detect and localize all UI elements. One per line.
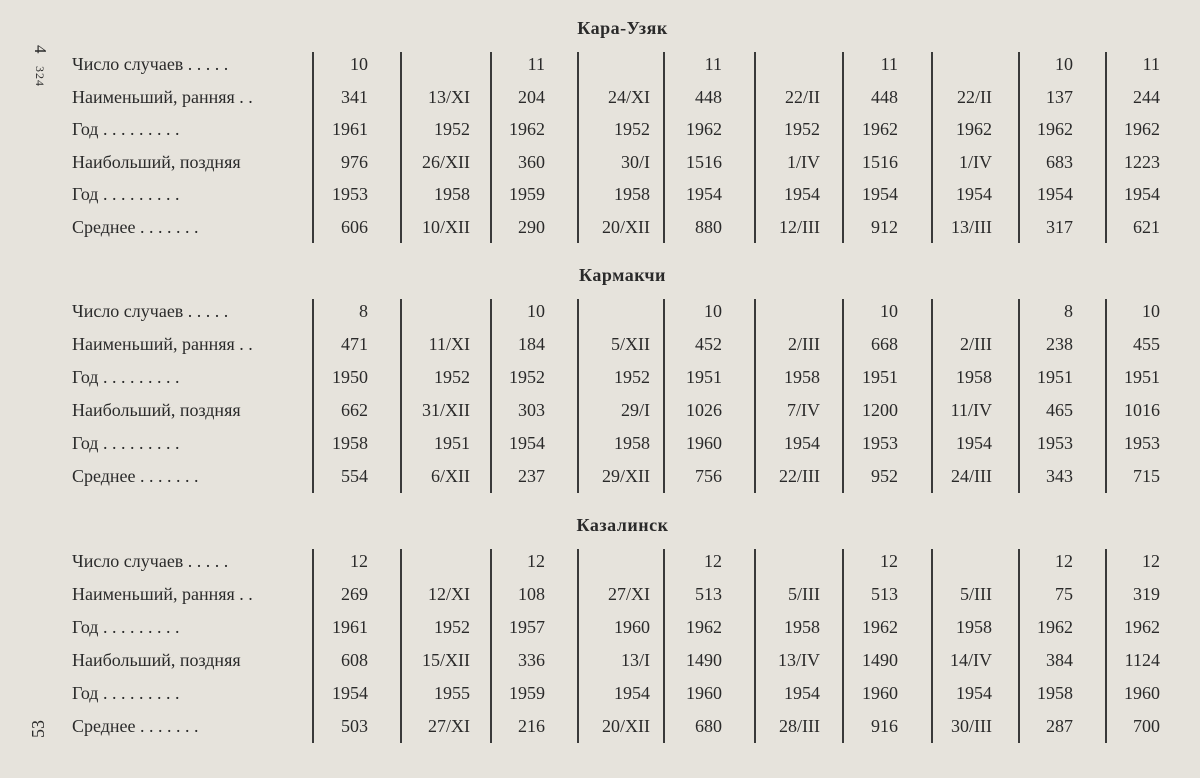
table-cell: 1955 xyxy=(434,683,470,703)
table-row xyxy=(0,677,1200,709)
table-cell: 12 xyxy=(350,551,368,571)
table-cell: 24/XI xyxy=(608,86,650,107)
table-cell: 455 xyxy=(1133,334,1160,354)
table-cell: 1951 xyxy=(434,433,470,453)
table-cell: 13/I xyxy=(621,650,650,670)
table-row xyxy=(0,460,1200,492)
table-cell: 756 xyxy=(695,466,722,486)
table-cell: 8 xyxy=(1064,301,1073,321)
table-cell: 976 xyxy=(341,151,368,172)
table-cell: 1016 xyxy=(1124,400,1160,420)
table-cell: 31/XII xyxy=(422,400,470,420)
table-row xyxy=(0,361,1200,393)
table-cell: 1958 xyxy=(614,184,650,204)
table-cell: 5/III xyxy=(788,584,820,604)
table-cell: 1951 xyxy=(1037,367,1073,387)
table-cell: 1958 xyxy=(784,617,820,637)
table-cell: 1952 xyxy=(434,617,470,637)
table-cell: 341 xyxy=(341,86,368,107)
table-cell: 13/XI xyxy=(428,86,470,107)
row-label: Наибольший, поздняя xyxy=(72,151,241,172)
table-cell: 22/II xyxy=(785,86,820,107)
table-cell: 10 xyxy=(527,301,545,321)
table-cell: 336 xyxy=(518,650,545,670)
table-cell: 11/XI xyxy=(428,334,470,354)
table-cell: 465 xyxy=(1046,400,1073,420)
table-cell: 1952 xyxy=(434,367,470,387)
table-cell: 12 xyxy=(1055,551,1073,571)
table-cell: 11 xyxy=(1142,54,1160,74)
table-cell: 2/III xyxy=(960,334,992,354)
table-cell: 317 xyxy=(1046,216,1073,237)
table-cell: 10 xyxy=(1142,301,1160,321)
table-cell: 1954 xyxy=(1037,184,1073,204)
table-cell: 24/III xyxy=(951,466,992,486)
table-cell: 7/IV xyxy=(787,400,820,420)
table-cell: 1954 xyxy=(784,433,820,453)
row-label: Год . . . . . . . . . xyxy=(72,617,180,637)
row-label: Наибольший, поздняя xyxy=(72,650,241,670)
table-cell: 15/XII xyxy=(422,650,470,670)
table-cell: 1954 xyxy=(686,184,722,204)
table-cell: 13/IV xyxy=(778,650,820,670)
table-cell: 1516 xyxy=(686,151,722,172)
row-label: Год . . . . . . . . . xyxy=(72,683,180,703)
table-cell: 1952 xyxy=(509,367,545,387)
table-cell: 1962 xyxy=(509,119,545,139)
table-row xyxy=(0,295,1200,327)
table-row xyxy=(0,81,1200,113)
page-number: 53 xyxy=(28,720,48,738)
table-cell: 12/XI xyxy=(428,584,470,604)
table-cell: 20/XII xyxy=(602,216,650,237)
row-label: Среднее . . . . . . . xyxy=(72,716,199,736)
table-cell: 12/III xyxy=(779,216,820,237)
table-cell: 1951 xyxy=(686,367,722,387)
table-cell: 1961 xyxy=(332,617,368,637)
table-cell: 1954 xyxy=(614,683,650,703)
table-row xyxy=(0,394,1200,426)
table-cell: 1960 xyxy=(686,433,722,453)
table-cell: 1026 xyxy=(686,400,722,420)
table-cell: 6/XII xyxy=(431,466,470,486)
table-cell: 10/XII xyxy=(422,216,470,237)
table-cell: 10 xyxy=(350,54,368,74)
table-cell: 269 xyxy=(341,584,368,604)
table-cell: 1960 xyxy=(862,683,898,703)
table-cell: 952 xyxy=(871,466,898,486)
table-cell: 662 xyxy=(341,400,368,420)
table-cell: 1962 xyxy=(956,119,992,139)
table-cell: 1954 xyxy=(1124,184,1160,204)
table-cell: 303 xyxy=(518,400,545,420)
table-cell: 448 xyxy=(695,86,722,107)
table-cell: 384 xyxy=(1046,650,1073,670)
table-cell: 29/I xyxy=(621,400,650,420)
table-row xyxy=(0,578,1200,610)
table-cell: 1952 xyxy=(434,119,470,139)
table-cell: 27/XI xyxy=(608,584,650,604)
table-cell: 1962 xyxy=(862,617,898,637)
row-label: Год . . . . . . . . . xyxy=(72,184,180,204)
section-title: Кармакчи xyxy=(579,265,666,285)
row-label: Год . . . . . . . . . xyxy=(72,433,180,453)
table-cell: 1962 xyxy=(1037,119,1073,139)
row-label: Год . . . . . . . . . xyxy=(72,367,180,387)
table-cell: 1959 xyxy=(509,184,545,204)
row-label: Наименьший, ранняя . . xyxy=(72,334,253,354)
table-cell: 290 xyxy=(518,216,545,237)
table-cell: 1953 xyxy=(1037,433,1073,453)
row-label: Год . . . . . . . . . xyxy=(72,119,180,139)
table-cell: 1954 xyxy=(956,184,992,204)
table-cell: 1960 xyxy=(686,683,722,703)
row-label: Наименьший, ранняя . . xyxy=(72,86,253,107)
table-cell: 700 xyxy=(1133,716,1160,736)
table-cell: 1223 xyxy=(1124,151,1160,172)
table-cell: 668 xyxy=(871,334,898,354)
row-label: Среднее . . . . . . . xyxy=(72,466,199,486)
row-label: Среднее . . . . . . . xyxy=(72,216,199,237)
table-cell: 1951 xyxy=(1124,367,1160,387)
table-row xyxy=(0,644,1200,676)
table-cell: 8 xyxy=(359,301,368,321)
table-cell: 606 xyxy=(341,216,368,237)
table-cell: 10 xyxy=(1055,54,1073,74)
table-cell: 1961 xyxy=(332,119,368,139)
table-cell: 11 xyxy=(704,54,722,74)
table-cell: 216 xyxy=(518,716,545,736)
table-cell: 513 xyxy=(695,584,722,604)
table-row xyxy=(0,146,1200,178)
section-title: Кара-Узяк xyxy=(577,18,668,38)
table-cell: 1490 xyxy=(686,650,722,670)
table-cell: 1954 xyxy=(862,184,898,204)
table-cell: 238 xyxy=(1046,334,1073,354)
table-cell: 137 xyxy=(1046,86,1073,107)
table-cell: 30/III xyxy=(951,716,992,736)
table-cell: 184 xyxy=(518,334,545,354)
table-cell: 1516 xyxy=(862,151,898,172)
table-cell: 1950 xyxy=(332,367,368,387)
table-cell: 880 xyxy=(695,216,722,237)
table-cell: 11/IV xyxy=(950,400,992,420)
table-cell: 29/XII xyxy=(602,466,650,486)
table-cell: 1960 xyxy=(614,617,650,637)
table-cell: 108 xyxy=(518,584,545,604)
table-cell: 28/III xyxy=(779,716,820,736)
table-cell: 12 xyxy=(527,551,545,571)
margin-small-number: 324 xyxy=(33,65,47,87)
table-cell: 1957 xyxy=(509,617,545,637)
table-cell: 5/XII xyxy=(611,334,650,354)
table-cell: 1958 xyxy=(956,617,992,637)
row-label: Наибольший, поздняя xyxy=(72,400,241,420)
table-cell: 1954 xyxy=(332,683,368,703)
table-cell: 503 xyxy=(341,716,368,736)
table-cell: 715 xyxy=(1133,466,1160,486)
table-row xyxy=(0,48,1200,80)
row-label: Наименьший, ранняя . . xyxy=(72,584,253,604)
table-cell: 1962 xyxy=(686,617,722,637)
table-cell: 1958 xyxy=(956,367,992,387)
table-cell: 26/XII xyxy=(422,151,470,172)
table-cell: 244 xyxy=(1133,86,1160,107)
table-cell: 319 xyxy=(1133,584,1160,604)
table-cell: 22/II xyxy=(957,86,992,107)
table-cell: 1952 xyxy=(614,119,650,139)
table-cell: 621 xyxy=(1133,216,1160,237)
table-cell: 1954 xyxy=(956,433,992,453)
table-cell: 1954 xyxy=(784,184,820,204)
row-label: Число случаев . . . . . xyxy=(72,551,229,571)
table-row xyxy=(0,113,1200,145)
table-cell: 608 xyxy=(341,650,368,670)
table-cell: 2/III xyxy=(788,334,820,354)
row-label: Число случаев . . . . . xyxy=(72,54,229,74)
table-cell: 237 xyxy=(518,466,545,486)
table-row xyxy=(0,545,1200,577)
table-cell: 22/III xyxy=(779,466,820,486)
table-cell: 11 xyxy=(880,54,898,74)
table-cell: 5/III xyxy=(960,584,992,604)
table-cell: 1952 xyxy=(614,367,650,387)
table-cell: 1952 xyxy=(784,119,820,139)
table-cell: 12 xyxy=(704,551,722,571)
table-cell: 1958 xyxy=(332,433,368,453)
table-cell: 20/XII xyxy=(602,716,650,736)
table-cell: 10 xyxy=(704,301,722,321)
table-cell: 204 xyxy=(518,86,545,107)
table-cell: 1958 xyxy=(1037,683,1073,703)
table-cell: 680 xyxy=(695,716,722,736)
table-cell: 343 xyxy=(1046,466,1073,486)
table-row xyxy=(0,611,1200,643)
table-cell: 1962 xyxy=(1124,617,1160,637)
table-cell: 1953 xyxy=(332,184,368,204)
table-cell: 513 xyxy=(871,584,898,604)
table-cell: 1958 xyxy=(614,433,650,453)
table-cell: 1/IV xyxy=(959,151,992,172)
table-cell: 683 xyxy=(1046,151,1073,172)
table-cell: 287 xyxy=(1046,716,1073,736)
table-cell: 75 xyxy=(1055,584,1073,604)
section-title: Казалинск xyxy=(576,515,669,535)
table-cell: 1490 xyxy=(862,650,898,670)
table-cell: 12 xyxy=(880,551,898,571)
table-cell: 1962 xyxy=(1037,617,1073,637)
row-label: Число случаев . . . . . xyxy=(72,301,229,321)
table-cell: 1962 xyxy=(1124,119,1160,139)
table-cell: 916 xyxy=(871,716,898,736)
table-cell: 14/IV xyxy=(950,650,992,670)
margin-number: 4 xyxy=(31,45,50,55)
table-cell: 1959 xyxy=(509,683,545,703)
table-cell: 1953 xyxy=(1124,433,1160,453)
table-cell: 554 xyxy=(341,466,368,486)
table-row xyxy=(0,328,1200,360)
table-cell: 1124 xyxy=(1124,650,1160,670)
table-cell: 1958 xyxy=(784,367,820,387)
table-cell: 1954 xyxy=(509,433,545,453)
table-cell: 1958 xyxy=(434,184,470,204)
table-cell: 1953 xyxy=(862,433,898,453)
table-cell: 11 xyxy=(527,54,545,74)
table-cell: 1/IV xyxy=(787,151,820,172)
table-cell: 1954 xyxy=(784,683,820,703)
table-row xyxy=(0,211,1200,243)
table-cell: 1951 xyxy=(862,367,898,387)
table-cell: 1200 xyxy=(862,400,898,420)
table-cell: 452 xyxy=(695,334,722,354)
table-row xyxy=(0,427,1200,459)
table-cell: 12 xyxy=(1142,551,1160,571)
table-cell: 1962 xyxy=(862,119,898,139)
table-cell: 471 xyxy=(341,334,368,354)
table-cell: 27/XI xyxy=(428,716,470,736)
table-row xyxy=(0,710,1200,742)
table-cell: 448 xyxy=(871,86,898,107)
table-cell: 10 xyxy=(880,301,898,321)
table-cell: 30/I xyxy=(621,151,650,172)
table-cell: 1962 xyxy=(686,119,722,139)
table-row xyxy=(0,178,1200,210)
table-cell: 360 xyxy=(518,151,545,172)
table-cell: 1960 xyxy=(1124,683,1160,703)
table-cell: 13/III xyxy=(951,216,992,237)
table-cell: 1954 xyxy=(956,683,992,703)
table-cell: 912 xyxy=(871,216,898,237)
